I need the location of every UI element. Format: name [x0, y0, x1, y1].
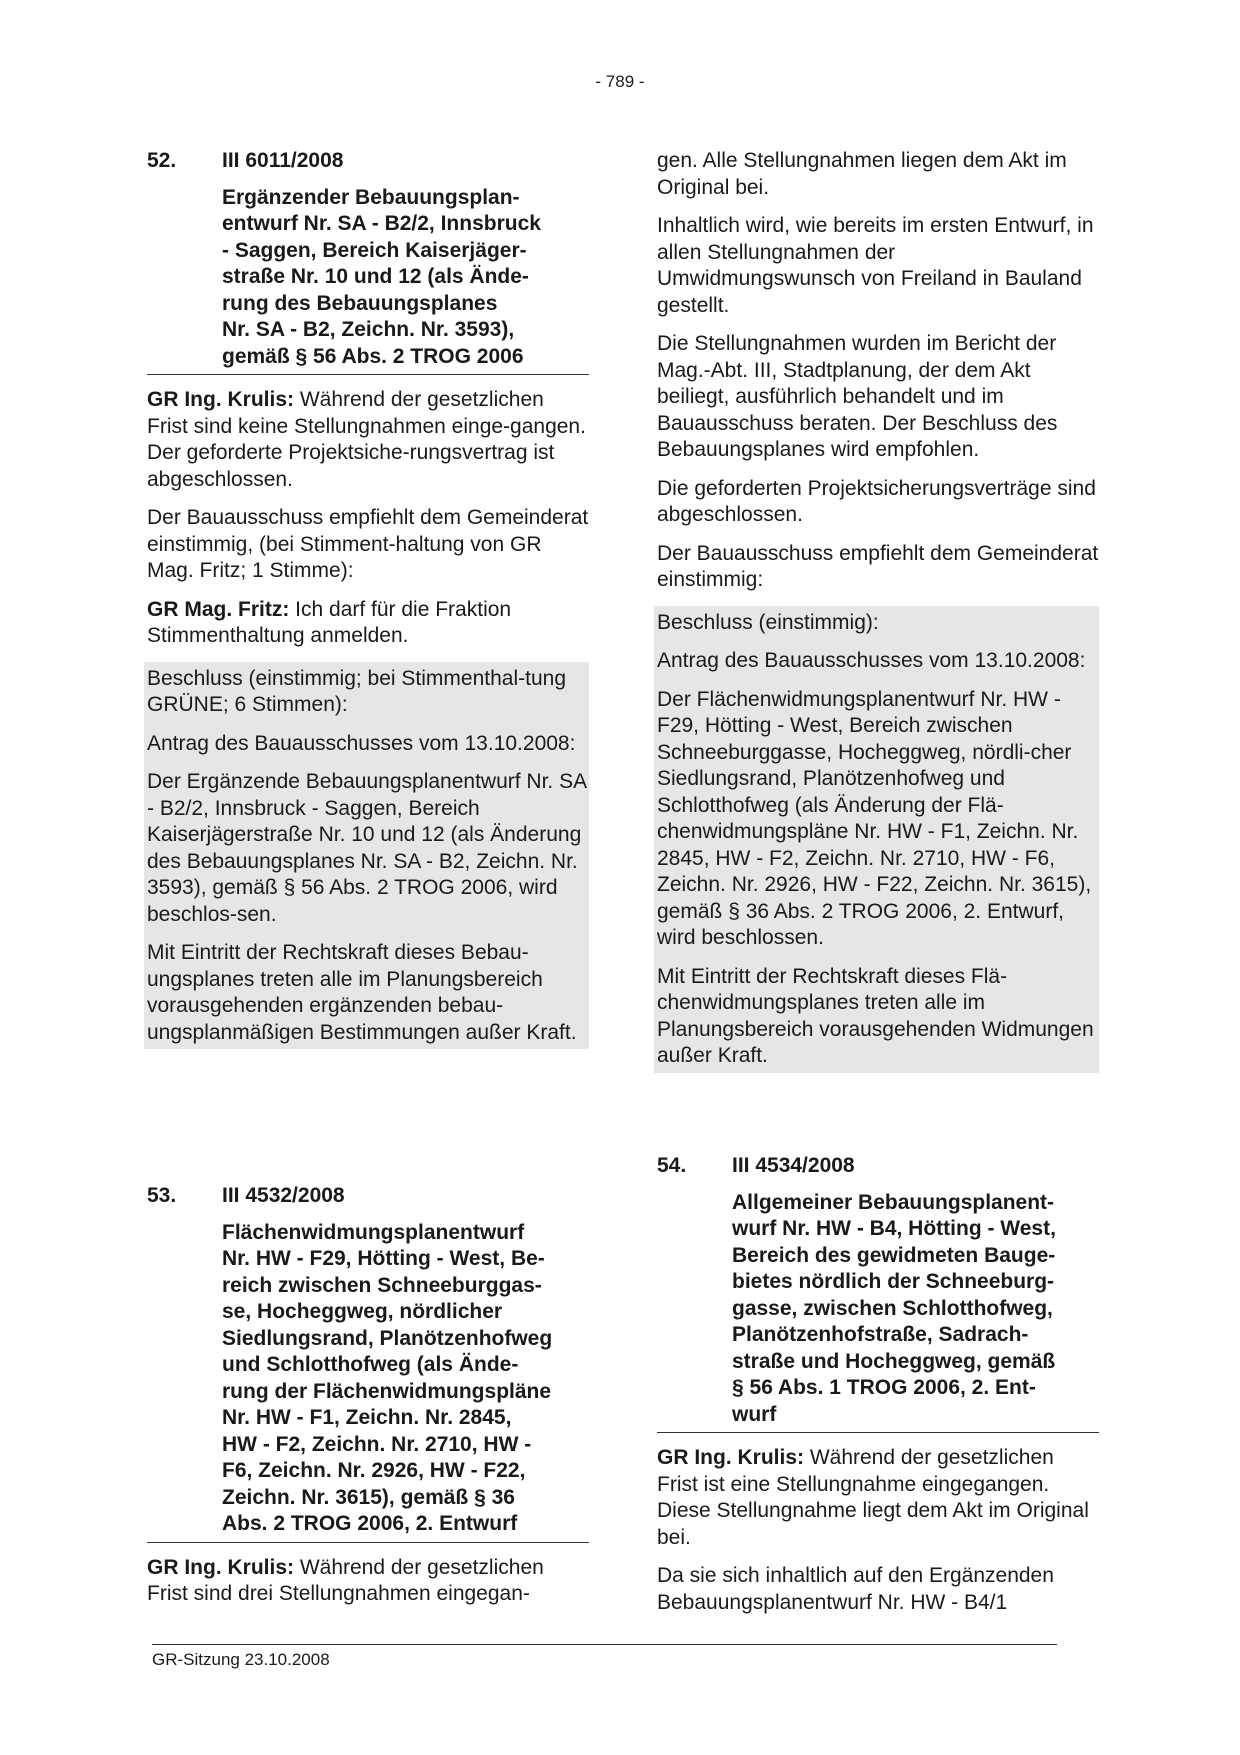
title-line: Abs. 2 TROG 2006, 2. Entwurf [222, 1512, 518, 1535]
decision-paragraph: Mit Eintritt der Rechtskraft dieses Bebau-ungsplanes treten alle im Planungsbereich vorausgehenden ergänzenden bebau-ungsplanmäßigen Bestimmungen außer Kraft. [147, 941, 577, 1044]
title-line: straße und Hocheggweg, gemäß [732, 1349, 1056, 1373]
paragraph: Die geforderten Projektsicherungsverträge sind abgeschlossen. [657, 476, 1096, 526]
paragraph: Da sie sich inhaltlich auf den Ergänzenden Bebauungsplanentwurf Nr. HW - B4/1 [657, 1564, 1054, 1614]
speaker: GR Ing. Krulis: [657, 1446, 804, 1469]
decision-paragraph: Mit Eintritt der Rechtskraft dieses Flä-chenwidmungsplanes treten alle im Planungsbereich vorausgehenden Widmungen außer Kraft. [657, 964, 1094, 1067]
title-line: Nr. SA - B2, Zeichn. Nr. 3593), [222, 318, 515, 341]
decision-paragraph: Der Ergänzende Bebauungsplanentwurf Nr. SA - B2/2, Innsbruck - Saggen, Bereich Kaiserjägerstraße Nr. 10 und 12 (als Änderung des Bebauungsplanes Nr. SA - B2, Zeichn. Nr. 3593), gemäß § 56 Abs. 2 TROG 2006, wird beschlos-sen. [147, 770, 586, 926]
title-line: Allgemeiner Bebauungsplanent- [732, 1190, 1055, 1214]
paragraph [657, 1445, 1099, 1551]
divider [657, 1432, 1099, 1433]
paragraph: Der Bauausschuss empfiehlt dem Gemeinderat einstimmig, (bei Stimment-haltung von GR Mag. Fritz; 1 Stimme): [147, 506, 589, 582]
decision-paragraph: Der Flächenwidmungsplanentwurf Nr. HW - F29, Hötting - West, Bereich zwischen Schneeburggasse, Hocheggweg, nördli-cher Siedlungsrand, Planötzenhofweg und Schlotthofweg (als Änderung der Flä-chenwidmungspläne Nr. HW - F1, Zeichn. Nr. 2845, HW - F2, Zeichn. Nr. 2710, HW - F6, Zeichn. Nr. 2926, HW - F22, Zeichn. Nr. 3615), gemäß § 36 Abs. 2 TROG 2006, 2. Entwurf, wird beschlossen. [657, 687, 1092, 949]
item-header [147, 1183, 589, 1210]
title-line: Siedlungsrand, Planötzenhofweg [222, 1326, 553, 1350]
speaker: GR Ing. Krulis: [147, 1555, 294, 1579]
decision-paragraph: Antrag des Bauausschusses vom 13.10.2008: [657, 649, 1086, 672]
item-title [222, 1220, 589, 1540]
item-54 [657, 1153, 1099, 1628]
item-ref: III 6011/2008 [222, 149, 344, 172]
statement: Ich darf für die Fraktion Stimmenthaltung anmelden. [147, 597, 512, 647]
item-title [732, 1190, 1099, 1431]
title-line: Nr. HW - F1, Zeichn. Nr. 2845, [222, 1406, 512, 1429]
title-line: rung des Bebauungsplanes [222, 291, 498, 315]
paragraph: Der Bauausschuss empfiehlt dem Gemeinderat einstimmig: [657, 541, 1099, 591]
title-line: Bereich des gewidmeten Bauge- [732, 1243, 1056, 1267]
paragraph: Die Stellungnahmen wurden im Bericht der Mag.-Abt. III, Stadtplanung, der dem Akt beiliegt, ausführlich behandelt und im Bauausschuss beraten. Der Beschluss des Bebauungsplanes wird empfohlen. [657, 332, 1058, 461]
title-line: § 56 Abs. 1 TROG 2006, 2. Ent- [732, 1376, 1036, 1399]
item-ref: III 4532/2008 [222, 1184, 345, 1207]
title-line: Flächenwidmungsplanentwurf [222, 1220, 525, 1244]
item-52 [147, 148, 589, 1049]
title-line: - Saggen, Bereich Kaiserjäger- [222, 238, 527, 262]
title-line: gasse, zwischen Schlotthofweg, [732, 1296, 1053, 1320]
decision-paragraph: Antrag des Bauausschusses vom 13.10.2008: [147, 731, 576, 755]
statement: Während der gesetzlichen Frist sind drei Stellungnahmen eingegan- [147, 1555, 544, 1605]
item-number: 52. [147, 149, 177, 172]
item-ref: III 4534/2008 [732, 1154, 855, 1177]
paragraph: gen. Alle Stellungnahmen liegen dem Akt im Original bei. [657, 149, 1067, 199]
title-line: und Schlotthofweg (als Ände- [222, 1353, 519, 1376]
speaker: GR Ing. Krulis: [147, 388, 294, 411]
title-line: se, Hocheggweg, nördlicher [222, 1300, 503, 1323]
page-number: - 789 - [595, 72, 645, 91]
item-header [147, 148, 589, 175]
title-line: rung der Flächenwidmungspläne [222, 1379, 552, 1403]
title-line: F6, Zeichn. Nr. 2926, HW - F22, [222, 1459, 526, 1482]
title-line: entwurf Nr. SA - B2/2, Innsbruck [222, 212, 541, 235]
statement: Während der gesetzlichen Frist sind keine Stellungnahmen einge-gangen. Der geforderte Projektsiche-rungsvertrag ist abgeschlossen. [147, 388, 586, 491]
item-header [657, 1153, 1099, 1180]
title-line: Ergänzender Bebauungsplan- [222, 185, 520, 209]
paragraph [147, 387, 589, 493]
statement: Während der gesetzlichen Frist ist eine Stellungnahme eingegangen. Diese Stellungnahme liegt dem Akt im Original bei. [657, 1446, 1089, 1549]
title-line: Planötzenhofstraße, Sadrach- [732, 1323, 1029, 1346]
divider [147, 1542, 589, 1543]
title-line: HW - F2, Zeichn. Nr. 2710, HW - [222, 1432, 532, 1456]
footer-divider [152, 1644, 1057, 1645]
paragraph [147, 1555, 589, 1608]
item-53-continued [657, 148, 1099, 1073]
item-number: 53. [147, 1184, 177, 1207]
paragraph [147, 597, 589, 650]
title-line: gemäß § 56 Abs. 2 TROG 2006 [222, 344, 524, 368]
decision-paragraph: Beschluss (einstimmig): [657, 610, 879, 634]
speaker: GR Mag. Fritz: [147, 597, 290, 621]
item-53 [147, 1183, 589, 1620]
title-line: bietes nördlich der Schneeburg- [732, 1270, 1055, 1293]
item-title [222, 185, 589, 373]
decision-box [654, 606, 1099, 1073]
title-line: Zeichn. Nr. 3615), gemäß § 36 [222, 1485, 515, 1509]
divider [147, 374, 589, 375]
title-line: Nr. HW - F29, Hötting - West, Be- [222, 1247, 545, 1270]
title-line: wurf Nr. HW - B4, Hötting - West, [732, 1217, 1056, 1240]
title-line: reich zwischen Schneeburggas- [222, 1273, 542, 1297]
decision-box [144, 662, 589, 1050]
footer: GR-Sitzung 23.10.2008 [152, 1650, 330, 1669]
title-line: wurf [732, 1402, 777, 1426]
item-number: 54. [657, 1154, 687, 1177]
title-line: straße Nr. 10 und 12 (als Ände- [222, 265, 529, 288]
decision-paragraph: Beschluss (einstimmig; bei Stimmenthal-tung GRÜNE; 6 Stimmen): [147, 666, 566, 716]
paragraph: Inhaltlich wird, wie bereits im ersten Entwurf, in allen Stellungnahmen der Umwidmungswunsch von Freiland in Bauland gestellt. [657, 214, 1094, 317]
